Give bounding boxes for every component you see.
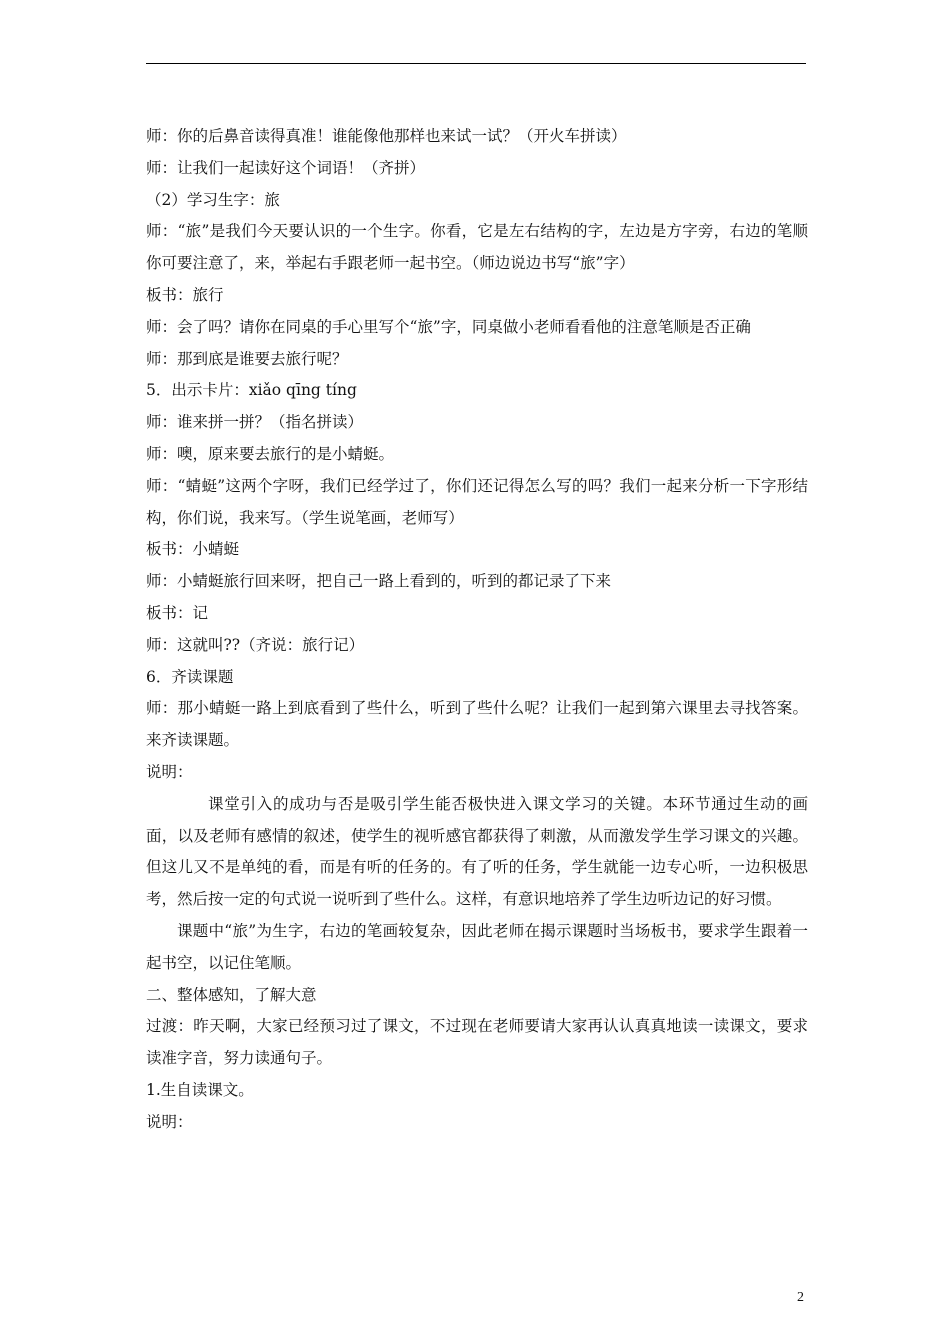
document-body bbox=[146, 121, 808, 1139]
text-paragraph: 师：“旅”是我们今天要认识的一个生字。你看，它是左右结构的字，左边是方字旁，右边的笔顺你可要注意了，来，举起右手跟老师一起书空。（师边说边书写“旅”字） bbox=[146, 222, 808, 273]
text-line: 1.生自读课文。 bbox=[146, 1080, 254, 1099]
page-number: 2 bbox=[797, 1290, 804, 1305]
section-heading: 二、整体感知，了解大意 bbox=[146, 985, 317, 1004]
text-line: （2）学习生字：旅 bbox=[146, 190, 280, 209]
explanation-paragraph: 课堂引入的成功与否是吸引学生能否极快进入课文学习的关键。本环节通过生动的画面，以及老师有感情的叙述，使学生的视听感官都获得了刺激，从而激发学生学习课文的兴趣。但这儿又不是单纯的看，而是有听的任务的。有了听的任务，学生就能一边专心听，一边积极思考，然后按一定的句式说一说听到了些什么。这样，有意识地培养了学生边听边记的好习惯。 bbox=[146, 794, 808, 909]
text-line: 师：噢，原来要去旅行的是小蜻蜓。 bbox=[146, 444, 395, 463]
text-line: 师：那到底是谁要去旅行呢？ bbox=[146, 349, 348, 368]
text-line: 师：这就叫??（齐说：旅行记） bbox=[146, 635, 365, 654]
text-paragraph: 师：那小蜻蜓一路上到底看到了些什么，听到了些什么呢？让我们一起到第六课里去寻找答案。来齐读课题。 bbox=[146, 699, 808, 750]
text-line: 板书：小蜻蜓 bbox=[146, 540, 240, 559]
text-line: 师：让我们一起读好这个词语！（齐拼） bbox=[146, 158, 426, 177]
text-line: 5．出示卡片：xiǎo qīng tíng bbox=[146, 381, 357, 400]
header-rule bbox=[146, 63, 806, 64]
text-line: 师：谁来拼一拼？（指名拼读） bbox=[146, 413, 364, 432]
explanation-paragraph: 课题中“旅”为生字，右边的笔画较复杂，因此老师在揭示课题时当场板书，要求学生跟着一起书空，以记住笔顺。 bbox=[146, 921, 808, 972]
text-line: 说明： bbox=[146, 762, 193, 781]
text-line: 板书：旅行 bbox=[146, 285, 224, 304]
text-line: 6．齐读课题 bbox=[146, 667, 234, 686]
text-paragraph: 师：“蜻蜓”这两个字呀，我们已经学过了，你们还记得怎么写的吗？我们一起来分析一下字形结构，你们说，我来写。（学生说笔画，老师写） bbox=[146, 476, 808, 527]
text-line: 板书：记 bbox=[146, 603, 209, 622]
text-paragraph: 过渡：昨天啊，大家已经预习过了课文，不过现在老师要请大家再认认真真地读一读课文，要求读准字音，努力读通句子。 bbox=[146, 1017, 808, 1068]
text-line: 说明： bbox=[146, 1112, 193, 1131]
text-line: 师：你的后鼻音读得真准！谁能像他那样也来试一试？（开火车拼读） bbox=[146, 127, 627, 145]
text-line: 师：会了吗？请你在同桌的手心里写个“旅”字，同桌做小老师看看他的注意笔顺是否正确 bbox=[146, 317, 751, 336]
text-line: 师：小蜻蜓旅行回来呀，把自己一路上看到的，听到的都记录了下来 bbox=[146, 572, 612, 591]
